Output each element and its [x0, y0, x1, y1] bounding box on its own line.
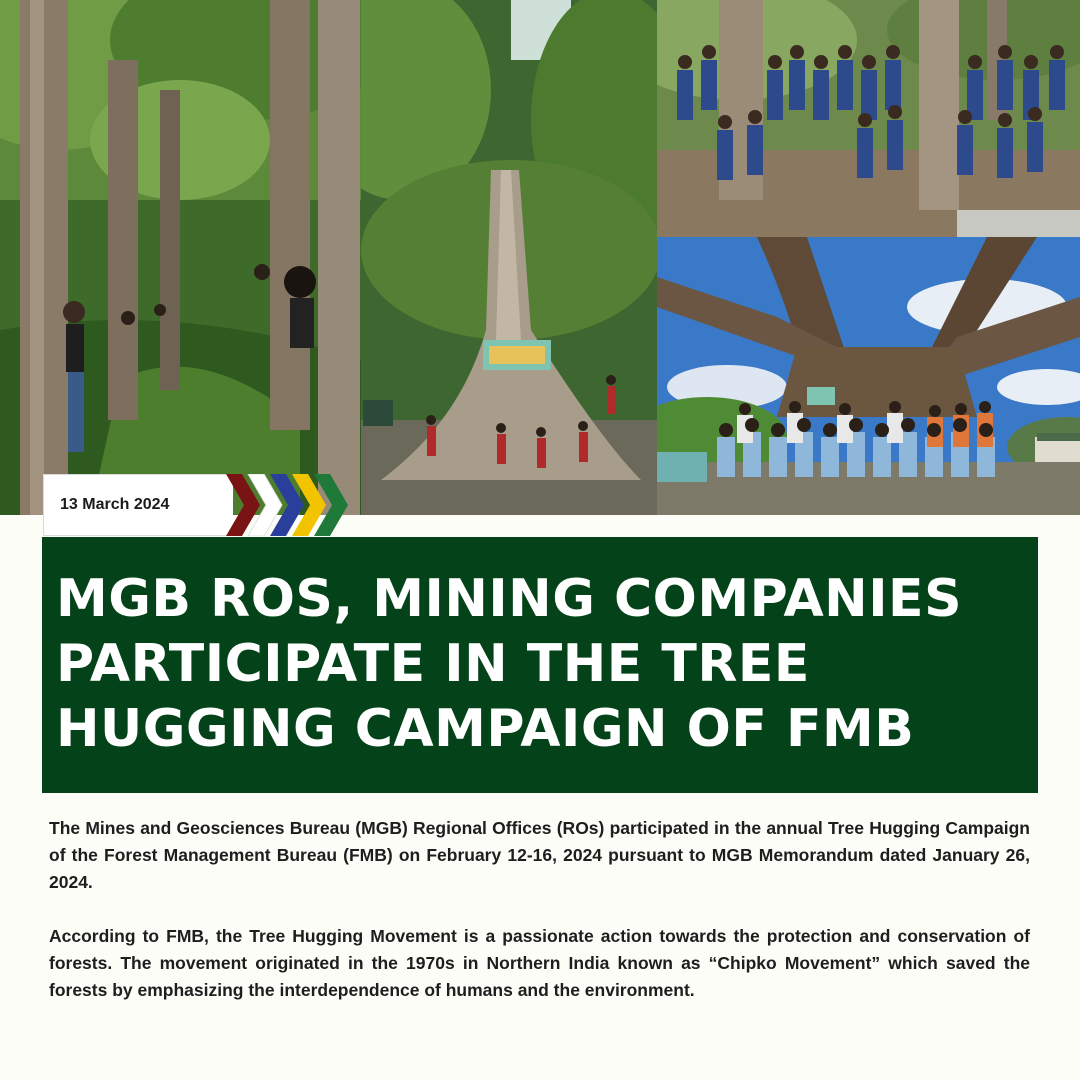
photo-group-tree [657, 0, 1080, 237]
post-body [49, 815, 1030, 1004]
body-paragraph: The Mines and Geosciences Bureau (MGB) Regional Offices (ROs) participated in the annual Tree Hugging Campaign of the Forest Management Bureau (FMB) on February 12-16, 2024 pursuant to MGB Memorandum dated January 26, 2024. [49, 818, 1030, 892]
post-title: MGB ROS, MINING COMPANIES PARTICIPATE IN THE TREE HUGGING CAMPAIGN OF FMB [56, 569, 963, 759]
photo-giant-tree [361, 0, 657, 515]
photo-tree-row [0, 0, 361, 515]
chevron-stripes-decoration [226, 474, 348, 536]
photo-sky-tree-group [657, 237, 1080, 515]
body-paragraph: According to FMB, the Tree Hugging Movement is a passionate action towards the protection and conservation of forests. The movement originated in the 1970s in Northern India known as “Chipko Movement” which saved the forests by emphasizing the interdependence of humans and the environment. [49, 926, 1030, 1000]
post-date: 13 March 2024 [60, 496, 170, 513]
title-banner [42, 537, 1038, 793]
date-tab [43, 474, 233, 536]
